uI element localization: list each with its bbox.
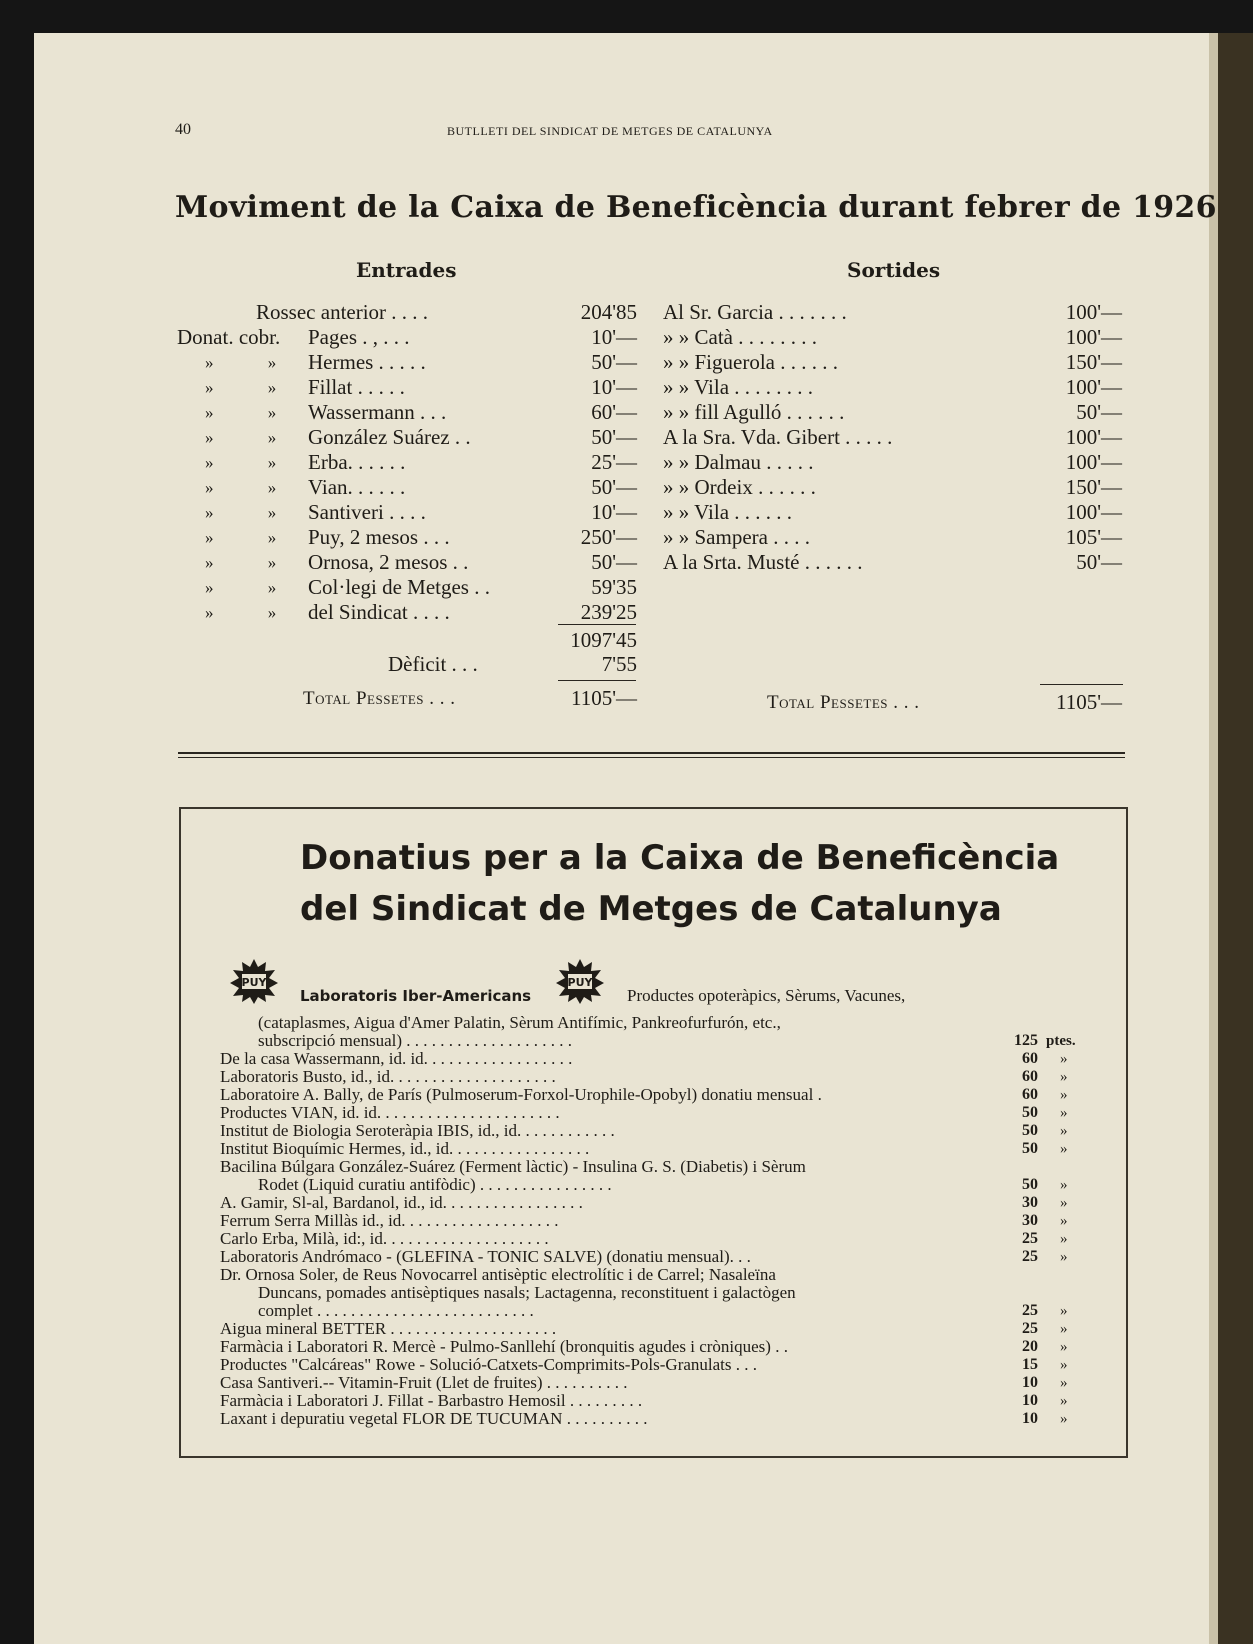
sortida-amount: 150'— [1065, 350, 1122, 374]
puy-logo-icon-2 [555, 958, 605, 1004]
donation-item: Productes "Calcáreas" Rowe - Solució-Catxets-Comprimits-Pols-Granulats . . . [220, 1355, 758, 1374]
entrada-label: Ornosa, 2 mesos . . [308, 550, 469, 574]
entrada-label: Wassermann . . . [308, 400, 447, 424]
donation-item: Institut Bioquímic Hermes, id., id. . . . . . . . . . . . . . . . . [220, 1139, 590, 1158]
donation-item: Laboratoris Andrómaco - (GLEFINA - TONIC SALVE) (donatiu mensual). . . [220, 1247, 751, 1266]
entrada-label: Erba. . . . . . [308, 450, 406, 474]
entrada-label: Col·legi de Metges . . [308, 575, 490, 599]
sortida-amount: 50'— [1076, 550, 1122, 574]
donation-item: Laxant i depuratiu vegetal FLOR DE TUCUMAN . . . . . . . . . . [220, 1409, 648, 1428]
donation-item: Carlo Erba, Milà, id:, id. . . . . . . . . . . . . . . . . . . . [220, 1229, 549, 1248]
donations-title-line1: Donatius per a la Caixa de Beneficència [300, 838, 1060, 878]
donation-item: subscripció mensual) . . . . . . . . . . . . . . . . . . . . [258, 1031, 572, 1050]
donation-amount: 10 [1022, 1392, 1038, 1409]
donation-item: Farmàcia i Laboratori R. Mercè - Pulmo-Sanllehí (bronquitis agudes i cròniques) . . [220, 1337, 788, 1356]
entrada-prefix: » » [205, 553, 277, 572]
donation-unit: » [1060, 1123, 1068, 1139]
deficit-amount: 7'55 [601, 652, 637, 676]
entrada-prefix: » » [205, 478, 277, 497]
total-right-amount: 1105'— [1055, 690, 1122, 714]
entrada-amount: 50'— [591, 350, 637, 374]
entrada-prefix: Donat. cobr. [177, 325, 281, 349]
intro-products: Productes opoteràpics, Sèrums, Vacunes, [627, 986, 906, 1005]
donation-unit: » [1060, 1393, 1068, 1409]
donation-item: Ferrum Serra Millàs id., id. . . . . . . . . . . . . . . . . . . [220, 1211, 559, 1230]
entrada-prefix: » » [205, 353, 277, 372]
sortida-label: » » Sampera . . . . [663, 525, 810, 549]
donations-title-line2: del Sindicat de Metges de Catalunya [300, 889, 1002, 929]
separator-rule-top [178, 752, 1125, 754]
donation-amount: 50 [1022, 1176, 1038, 1193]
entrada-label: Pages . , . . . [308, 325, 410, 349]
entrada-prefix: » » [205, 503, 277, 522]
puy-logo-icon [229, 958, 279, 1004]
donation-amount: 25 [1022, 1320, 1038, 1337]
donation-unit: » [1060, 1141, 1068, 1157]
subtotal-rule [558, 624, 636, 625]
puy-logo-text-2: PUY [567, 976, 593, 989]
donation-amount: 20 [1022, 1338, 1038, 1355]
sortida-amount: 100'— [1065, 375, 1122, 399]
total-right-rule [1040, 684, 1123, 685]
sortida-amount: 50'— [1076, 400, 1122, 424]
subtotal-amount: 1097'45 [570, 628, 637, 652]
puy-logo-text: PUY [241, 976, 267, 989]
sortida-amount: 100'— [1065, 325, 1122, 349]
deficit-label: Dèficit . . . [388, 652, 478, 676]
donation-unit: » [1060, 1213, 1068, 1229]
entrades-heading: Entrades [356, 258, 457, 282]
donation-amount: 25 [1022, 1248, 1038, 1265]
total-left-amount: 1105'— [570, 686, 637, 710]
entrada-label: Hermes . . . . . [308, 350, 426, 374]
running-title: BUTLLETI DEL SINDICAT DE METGES DE CATALUNYA [447, 124, 773, 138]
sortides-heading: Sortides [847, 258, 941, 282]
sortida-label: » » fill Agulló . . . . . . [663, 400, 845, 424]
donation-amount: 60 [1022, 1086, 1038, 1103]
sortida-label: » » Vila . . . . . . . . [663, 375, 814, 399]
donation-item: complet . . . . . . . . . . . . . . . . . . . . . . . . . . [258, 1301, 534, 1320]
sortida-amount: 100'— [1065, 500, 1122, 524]
donation-item: Laboratoris Busto, id., id. . . . . . . . . . . . . . . . . . . . [220, 1067, 556, 1086]
donation-item: Rodet (Liquid curatiu antifòdic) . . . . . . . . . . . . . . . . [258, 1175, 612, 1194]
sortida-amount: 100'— [1065, 300, 1122, 324]
sortida-label: » » Vila . . . . . . [663, 500, 793, 524]
entrada-label: Fillat . . . . . [308, 375, 405, 399]
entrada-label: Puy, 2 mesos . . . [308, 525, 450, 549]
entrada-prefix: » » [205, 378, 277, 397]
donation-item: Aigua mineral BETTER . . . . . . . . . . . . . . . . . . . . [220, 1319, 557, 1338]
entrada-amount: 10'— [591, 325, 637, 349]
entrada-amount: 204'85 [580, 300, 637, 324]
entrada-prefix: » » [205, 428, 277, 447]
total-right-label: Total Pessetes . . . [767, 692, 920, 713]
entrada-amount: 50'— [591, 425, 637, 449]
entrada-label: Santiveri . . . . [308, 500, 426, 524]
entrada-amount: 10'— [591, 375, 637, 399]
donation-amount: 25 [1022, 1230, 1038, 1247]
entrada-prefix: » » [205, 403, 277, 422]
entrada-amount: 25'— [591, 450, 637, 474]
donation-amount: 30 [1022, 1194, 1038, 1211]
sortida-label: Al Sr. Garcia . . . . . . . [663, 300, 847, 324]
sortida-amount: 100'— [1065, 425, 1122, 449]
sortida-amount: 105'— [1065, 525, 1122, 549]
donation-amount: 60 [1022, 1068, 1038, 1085]
donation-unit: » [1060, 1321, 1068, 1337]
entrada-label: del Sindicat . . . . [308, 600, 450, 624]
donation-item: A. Gamir, Sl-al, Bardanol, id., id. . . . . . . . . . . . . . . . . [220, 1193, 583, 1212]
donation-unit: » [1060, 1069, 1068, 1085]
page-edge [1209, 33, 1218, 1644]
entrada-prefix: » » [205, 578, 277, 597]
donation-item: Productes VIAN, id. id. . . . . . . . . . . . . . . . . . . . . . [220, 1103, 560, 1122]
movement-title: Moviment de la Caixa de Beneficència durant febrer de 1926 [175, 190, 1217, 225]
sortida-label: A la Srta. Musté . . . . . . [663, 550, 863, 574]
sortida-label: » » Catà . . . . . . . . [663, 325, 817, 349]
donation-amount: 15 [1022, 1356, 1038, 1373]
entrada-amount: 50'— [591, 550, 637, 574]
donation-amount: 50 [1022, 1140, 1038, 1157]
sortida-label: » » Dalmau . . . . . [663, 450, 814, 474]
donation-unit: » [1060, 1177, 1068, 1193]
sortida-label: » » Ordeix . . . . . . [663, 475, 816, 499]
sortida-amount: 100'— [1065, 450, 1122, 474]
donation-unit: » [1060, 1411, 1068, 1427]
donation-amount: 60 [1022, 1050, 1038, 1067]
donation-item: De la casa Wassermann, id. id. . . . . . . . . . . . . . . . . . [220, 1049, 573, 1068]
donation-amount: 50 [1022, 1122, 1038, 1139]
donation-unit: ptes. [1046, 1033, 1076, 1049]
donation-amount: 30 [1022, 1212, 1038, 1229]
donation-item: (cataplasmes, Aigua d'Amer Palatin, Sèrum Antifímic, Pankreofurfurón, etc., [258, 1013, 781, 1032]
donation-amount: 125 [1014, 1032, 1038, 1049]
donation-item: Casa Santiveri.-- Vitamin-Fruit (Llet de fruites) . . . . . . . . . . [220, 1373, 628, 1392]
entrada-label: Rossec anterior . . . . [256, 300, 429, 324]
donation-unit: » [1060, 1339, 1068, 1355]
sortida-label: » » Figuerola . . . . . . [663, 350, 838, 374]
donation-item: Institut de Biologia Seroteràpia IBIS, id., id. . . . . . . . . . . . [220, 1121, 615, 1140]
entrada-amount: 239'25 [580, 600, 637, 624]
donation-amount: 10 [1022, 1410, 1038, 1427]
intro-company: Laboratoris Iber-Americans [300, 987, 532, 1005]
entrada-prefix: » » [205, 603, 277, 622]
donation-unit: » [1060, 1249, 1068, 1265]
entrada-label: Vian. . . . . . [308, 475, 406, 499]
donation-unit: » [1060, 1231, 1068, 1247]
donation-item: Bacilina Búlgara González-Suárez (Ferment làctic) - Insulina G. S. (Diabetis) i Sèrum [220, 1157, 806, 1176]
entrada-label: González Suárez . . [308, 425, 471, 449]
donation-item: Farmàcia i Laboratori J. Fillat - Barbastro Hemosil . . . . . . . . . [220, 1391, 643, 1410]
donation-unit: » [1060, 1303, 1068, 1319]
donation-unit: » [1060, 1105, 1068, 1121]
entrada-amount: 60'— [591, 400, 637, 424]
donation-unit: » [1060, 1051, 1068, 1067]
page-number: 40 [175, 121, 191, 138]
entrada-amount: 10'— [591, 500, 637, 524]
donation-amount: 50 [1022, 1104, 1038, 1121]
donation-unit: » [1060, 1375, 1068, 1391]
entrada-amount: 59'35 [591, 575, 637, 599]
total-left-rule [558, 680, 636, 681]
donation-item: Duncans, pomades antisèptiques nasals; Lactagenna, reconstituent i galactògen [258, 1283, 796, 1302]
donation-unit: » [1060, 1195, 1068, 1211]
donation-item: Dr. Ornosa Soler, de Reus Novocarrel antisèptic electrolític i de Carrel; Nasaleïna [220, 1265, 776, 1284]
sortida-label: A la Sra. Vda. Gibert . . . . . [663, 425, 893, 449]
entrada-amount: 250'— [580, 525, 637, 549]
donation-amount: 10 [1022, 1374, 1038, 1391]
entrada-prefix: » » [205, 528, 277, 547]
donation-unit: » [1060, 1357, 1068, 1373]
separator-rule-bottom [178, 757, 1125, 758]
entrada-prefix: » » [205, 453, 277, 472]
total-left-label: Total Pessetes . . . [303, 688, 456, 709]
donation-amount: 25 [1022, 1302, 1038, 1319]
donation-item: Laboratoire A. Bally, de París (Pulmoserum-Forxol-Urophile-Opobyl) donatiu mensual . [220, 1085, 822, 1104]
entrada-amount: 50'— [591, 475, 637, 499]
donation-unit: » [1060, 1087, 1068, 1103]
sortida-amount: 150'— [1065, 475, 1122, 499]
